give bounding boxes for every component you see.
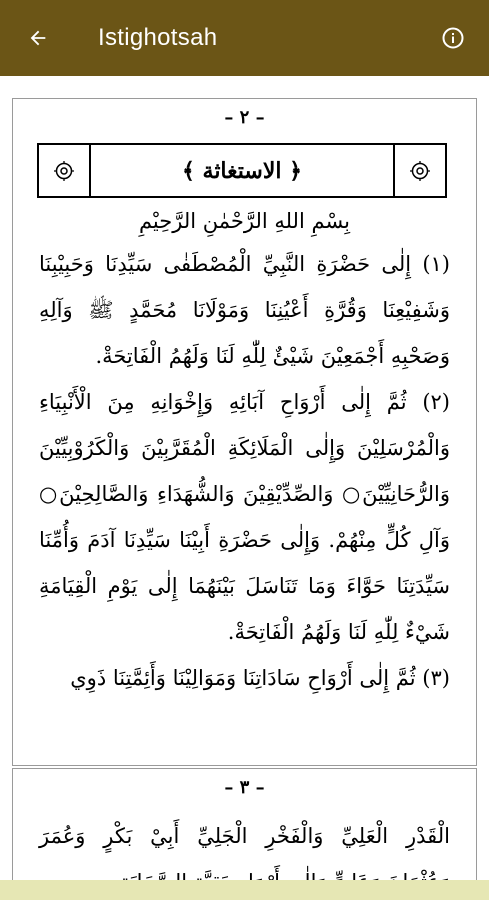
chapter-title: ﴿ الاستغاثة ﴾: [181, 157, 303, 184]
info-circle-icon: [441, 26, 465, 50]
page-number: – ٢ –: [224, 107, 265, 128]
book-page: [12, 98, 477, 766]
paragraph: (١) إِلٰى حَضْرَةِ النَّبِيِّ الْمُصْطَفٰى سَيِّدِنَا وَحَبِيْبِنَا وَشَفِيْعِنَا وَقُرَّةِ أَعْيُنِنَا وَمَوْلَانَا مُحَمَّدٍ ﷺ وَآلِهِ وَصَحْبِهِ أَجْمَعِيْنَ شَيْئٌ لِلّٰهِ لَنَا وَلَهُمُ الْفَاتِحَةْ.: [39, 252, 450, 368]
prayer-text: [39, 241, 450, 701]
bottom-bar: [0, 880, 489, 900]
ornament-right: [393, 145, 445, 196]
paragraph: (٢) ثُمَّ إِلٰى أَرْوَاحِ آبَائِهِ وَإِخْوَانِهِ مِنَ الْأَنْبِيَاءِ وَالْمُرْسَلِيْنَ وَإِلٰى الْمَلَائِكَةِ الْمُقَرَّبِيْنَ وَالْكَرُوْبِيِّيْنَ وَالرُّحَانِيِّيْنَ○ وَالصِّدِّيْقِيْنَ وَالشُّهَدَاءِ وَالصَّالِحِيْنَ○ وَآلِ كُلٍّ مِنْهُمْ. وَإِلٰى حَضْرَةِ أَبِيْنَا سَيِّدِنَا آدَمَ وَأُمِّنَا سَيِّدَتِنَا حَوَّاءَ وَمَا تَنَاسَلَ بَيْنَهُمَا إِلٰى يَوْمِ الْقِيَامَةِ شَيْءٌ لِلّٰهِ لَنَا وَلَهُمُ الْفَاتِحَةْ.: [39, 390, 450, 644]
paragraph: الْقَدْرِ الْعَلِيِّ وَالْفَخْرِ الْجَلِيِّ أَبِيْ بَكْرٍ وَعُمَرَ: [39, 824, 450, 848]
app-title: Istighotsah: [98, 24, 218, 51]
flower-ornament-icon: [409, 160, 431, 182]
back-button[interactable]: [22, 22, 54, 54]
page-number: – ٣ –: [224, 777, 265, 798]
ornament-left: [39, 145, 91, 196]
app-bar: [0, 0, 489, 76]
chapter-header: [37, 143, 447, 198]
reading-area[interactable]: [0, 76, 489, 900]
paragraph: (٣) ثُمَّ إِلٰى أَرْوَاحِ سَادَاتِنَا وَمَوَالِيْنَا وَأَئِمَّتِنَا ذَوِي: [70, 666, 450, 690]
basmala: بِسْمِ اللهِ الرَّحْمٰنِ الرَّحِيْمِ: [138, 209, 351, 233]
flower-ornament-icon: [53, 160, 75, 182]
info-button[interactable]: [437, 22, 469, 54]
arrow-left-icon: [27, 27, 49, 49]
